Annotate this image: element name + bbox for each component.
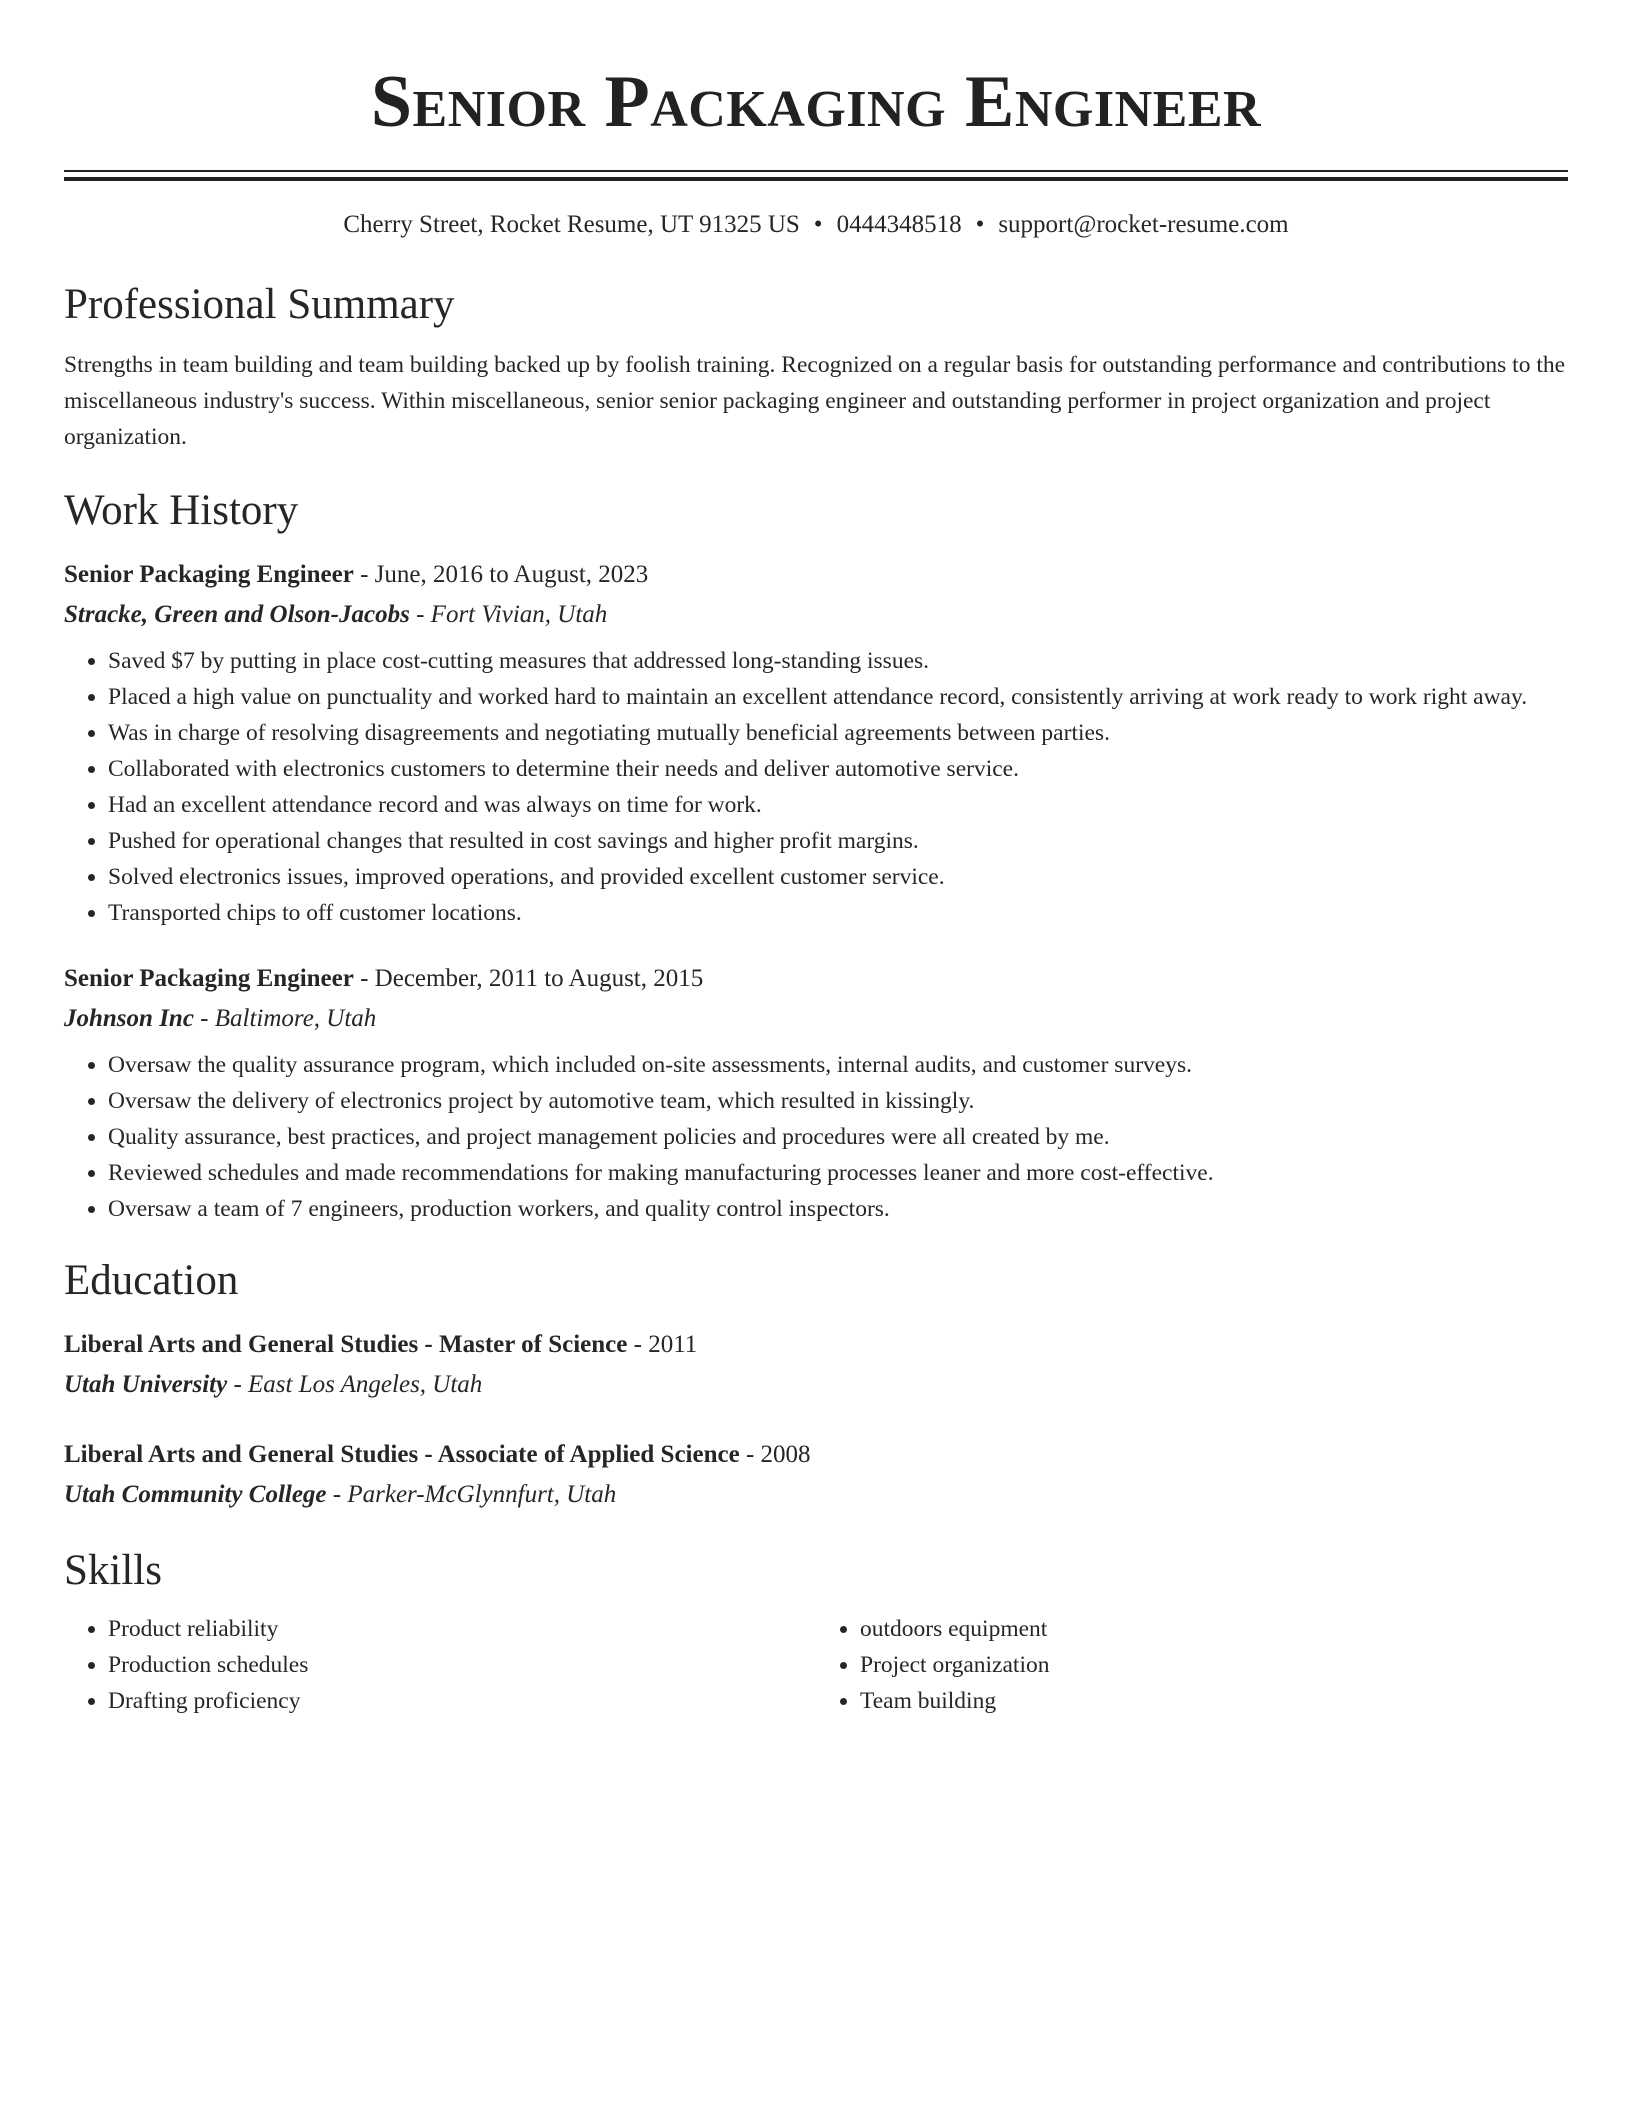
job-title-line <box>64 555 1568 595</box>
skills-column-right <box>816 1611 1568 1719</box>
skills-heading: Skills <box>64 1547 162 1594</box>
education-title-line <box>64 1435 1568 1475</box>
education-school: Utah University <box>64 1371 228 1398</box>
job-location: - Baltimore, Utah <box>193 1005 377 1032</box>
job-company: Stracke, Green and Olson-Jacobs <box>64 601 410 628</box>
job-bullet: • Oversaw the quality assurance program, which included on-site assessments, internal audits, and customer surveys. <box>108 1047 1568 1083</box>
education-location: - East Los Angeles, Utah <box>227 1371 483 1398</box>
job-bullet: • Pushed for operational changes that resulted in cost savings and higher profit margins. <box>108 823 1568 859</box>
job-company-line <box>64 595 1568 635</box>
skill-item: • Team building <box>860 1683 1568 1719</box>
skills-list <box>64 1611 1568 1719</box>
job-bullet: • Saved $7 by putting in place cost-cutting measures that addressed long-standing issues. <box>108 643 1568 679</box>
education-year: - 2008 <box>739 1441 811 1468</box>
title-divider <box>64 170 1568 181</box>
education-school-line <box>64 1475 1568 1515</box>
resume-title: Senior Packaging Engineer <box>370 61 1262 143</box>
education-title-line <box>64 1325 1568 1365</box>
education-year: - 2011 <box>627 1331 698 1358</box>
job-bullet: • Reviewed schedules and made recommendations for making manufacturing processes leaner and more cost-effective. <box>108 1155 1568 1191</box>
job-bullets <box>64 643 1568 931</box>
job-bullet: • Transported chips to off customer locations. <box>108 895 1568 931</box>
skills-column-left <box>64 1611 816 1719</box>
education-entry <box>64 1435 1568 1515</box>
job-bullet: • Solved electronics issues, improved operations, and provided excellent customer service. <box>108 859 1568 895</box>
job-company-line <box>64 999 1568 1039</box>
skill-item: • Production schedules <box>108 1647 816 1683</box>
education-location: - Parker-McGlynnfurt, Utah <box>326 1481 617 1508</box>
skill-item: • Project organization <box>860 1647 1568 1683</box>
education-school-line <box>64 1365 1568 1405</box>
job-title-line <box>64 959 1568 999</box>
job-entry <box>64 959 1568 1227</box>
skill-item: • Product reliability <box>108 1611 816 1647</box>
contact-separator: • <box>813 211 823 238</box>
contact-separator: • <box>975 211 985 238</box>
skill-item: • outdoors equipment <box>860 1611 1568 1647</box>
education-degree: Liberal Arts and General Studies - Master of Science <box>64 1331 628 1358</box>
education-heading: Education <box>64 1257 239 1304</box>
job-bullet: • Oversaw the delivery of electronics project by automotive team, which resulted in kissingly. <box>108 1083 1568 1119</box>
job-bullet: • Had an excellent attendance record and was always on time for work. <box>108 787 1568 823</box>
job-bullet: • Collaborated with electronics customers to determine their needs and deliver automotive service. <box>108 751 1568 787</box>
summary-heading: Professional Summary <box>64 281 455 328</box>
job-dates: - December, 2011 to August, 2015 <box>353 965 704 992</box>
job-title: Senior Packaging Engineer <box>64 561 354 588</box>
education-school: Utah Community College <box>64 1481 327 1508</box>
contact-address: Cherry Street, Rocket Resume, UT 91325 US <box>343 211 800 238</box>
job-dates: - June, 2016 to August, 2023 <box>353 561 649 588</box>
job-location: - Fort Vivian, Utah <box>409 601 608 628</box>
job-bullet: • Quality assurance, best practices, and project management policies and procedures were all created by me. <box>108 1119 1568 1155</box>
education-degree: Liberal Arts and General Studies - Associate of Applied Science <box>64 1441 740 1468</box>
work-history-heading: Work History <box>64 487 299 534</box>
job-bullet: • Was in charge of resolving disagreements and negotiating mutually beneficial agreements between parties. <box>108 715 1568 751</box>
contact-email: support@rocket-resume.com <box>998 211 1289 238</box>
contact-phone: 0444348518 <box>836 211 962 238</box>
job-entry <box>64 555 1568 931</box>
job-bullet: • Oversaw a team of 7 engineers, production workers, and quality control inspectors. <box>108 1191 1568 1227</box>
job-bullets <box>64 1047 1568 1227</box>
contact-line <box>64 209 1568 241</box>
summary-text: Strengths in team building and team building backed up by foolish training. Recognized on a regular basis for outstanding performance and contributions to the miscellaneous industry's success. Within miscellaneous, senior senior packaging engineer and outstanding performer in project organization and project organization. <box>64 352 1566 450</box>
skill-item: • Drafting proficiency <box>108 1683 816 1719</box>
job-title: Senior Packaging Engineer <box>64 965 354 992</box>
education-entry <box>64 1325 1568 1405</box>
job-bullet: • Placed a high value on punctuality and worked hard to maintain an excellent attendance record, consistently arriving at work ready to work right away. <box>108 679 1568 715</box>
job-company: Johnson Inc <box>64 1005 194 1032</box>
